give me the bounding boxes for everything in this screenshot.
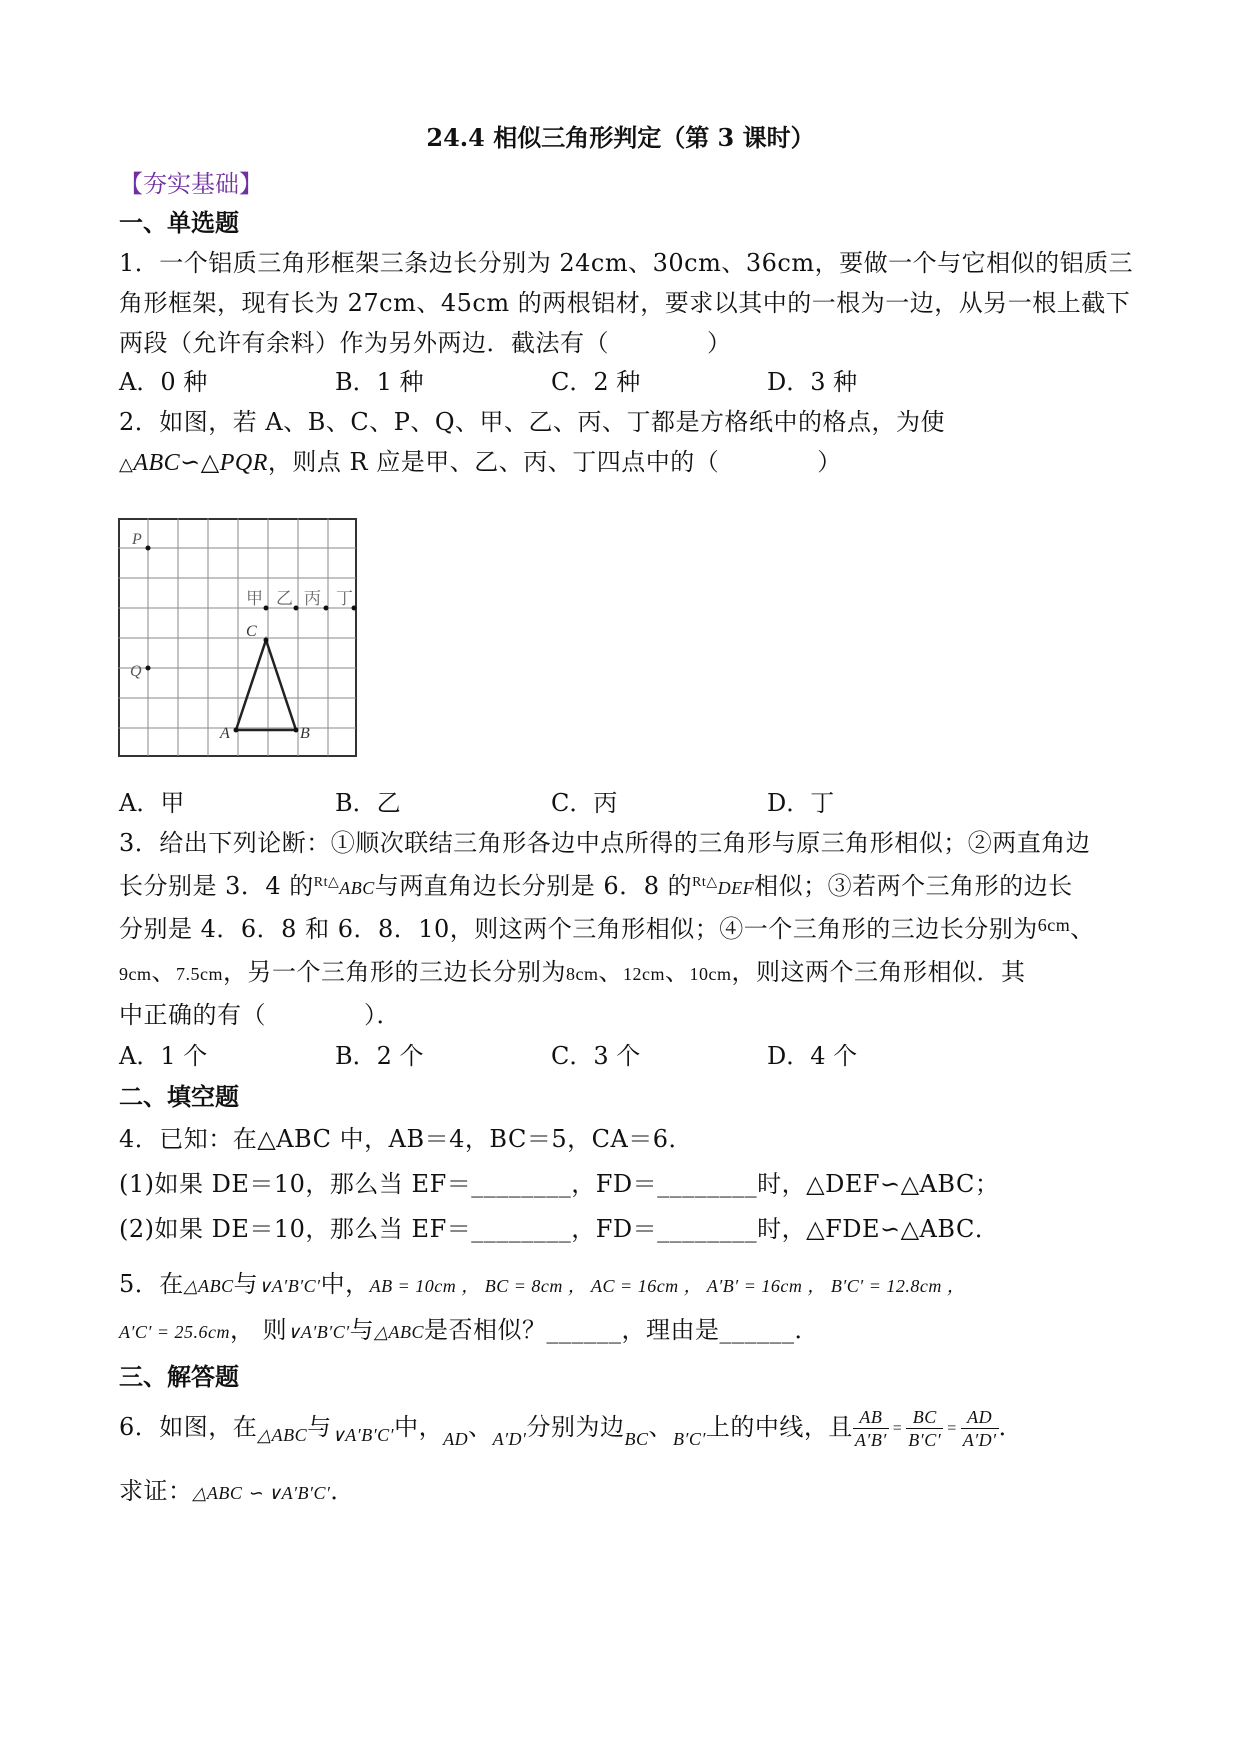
q6-line-1-part-b: 与 [307, 1413, 332, 1441]
q6-median-a-prime-d-prime: A′D′ [492, 1429, 527, 1449]
q6-line-1-part-d: 分别为边 [526, 1413, 625, 1441]
q3-value-7-5cm: 7.5cm [176, 964, 223, 984]
q6-line-1-part-c: 中， [394, 1413, 444, 1441]
section-heading-2: 二、填空题 [119, 1082, 239, 1111]
q3-option-d: D．4 个 [767, 1042, 858, 1070]
fraction-ad-numerator: AD [961, 1406, 999, 1429]
fraction-ad [961, 1406, 999, 1451]
fraction-bc [906, 1406, 943, 1451]
q5-side-lengths: AB = 10cm ， BC = 8cm ， AC = 16cm ， A′B′ = 16cm ， B′C′ = 12.8cm ， [369, 1276, 966, 1296]
q6-prove-label: 求证： [119, 1477, 193, 1505]
q1-option-a: A．0 种 [119, 368, 208, 396]
q5-line-2-part-c: 是否相似？______，理由是______． [423, 1316, 819, 1344]
q4-line-3: (2)如果 DE＝10，那么当 EF＝________，FD＝________时，△FDE∽△ABC． [119, 1215, 1000, 1243]
q5-line-1-part-b: 与 [233, 1270, 259, 1298]
label-b: B [300, 725, 310, 742]
q3-option-c: C．3 个 [551, 1042, 641, 1070]
q2-similarity: ABC∽△PQR [133, 450, 268, 476]
q6-side-bc: BC [624, 1429, 649, 1449]
grid-lines [118, 518, 356, 756]
q6-median-ad: AD [443, 1429, 469, 1449]
q3-line-3-part-a: 分别是 4．6．8 和 6．8．10，则这两个三角形相似；④一个三角形的三边长分别为 [119, 915, 1038, 943]
q1-option-d: D．3 种 [767, 368, 858, 396]
section-heading-1: 一、单选题 [119, 208, 239, 237]
point-c [264, 638, 269, 643]
label-bing: 丙 [304, 589, 321, 608]
q4-line-2: (1)如果 DE＝10，那么当 EF＝________，FD＝________时，△DEF∽△ABC； [119, 1170, 1000, 1198]
point-jia [264, 606, 269, 611]
q3-value-9cm: 9cm [119, 964, 152, 984]
q3-line-2-part-b: 与两直角边长分别是 6．8 的 [374, 872, 693, 900]
q1-option-b: B．1 种 [335, 368, 424, 396]
q6-line-1-part-a: 6．如图，在 [119, 1413, 258, 1441]
q3-separator: 、 [665, 958, 690, 986]
q6-line-1-part-e: 上的中线，且 [705, 1413, 853, 1441]
q6-line-2 [119, 1471, 355, 1506]
q5-line-2-part-b: 与 [349, 1316, 375, 1344]
q3-line-4 [119, 952, 1026, 987]
section-heading-3: 三、解答题 [119, 1362, 239, 1391]
q3-value-10cm: 10cm [689, 964, 732, 984]
page-title: 24.4 相似三角形判定（第 3 课时） [426, 123, 815, 152]
q5-line-2-part-a: ， 则 [230, 1316, 288, 1344]
q5-triangle-abc-2: △ABC [374, 1322, 424, 1342]
q3-value-6cm: 6cm [1037, 915, 1071, 935]
q5-line-2 [119, 1310, 819, 1345]
q6-line-2-period: ． [330, 1477, 355, 1505]
q3-rt-1: Rt△ [313, 875, 340, 890]
equals-sign: = [892, 1419, 903, 1437]
q3-def: DEF [717, 878, 755, 898]
label-jia: 甲 [246, 589, 263, 608]
q6-line-1 [119, 1402, 1023, 1464]
section-tag: 【夯实基础】 [119, 170, 263, 198]
point-p [146, 546, 151, 551]
triangle-abc [236, 640, 296, 730]
q5-triangle-abc-prime: ∨A′B′C′ [258, 1276, 321, 1296]
label-ding: 丁 [336, 589, 353, 608]
fraction-ab [853, 1406, 889, 1451]
q3-line-2 [119, 866, 1073, 901]
q3-line-4-part-b: ，则这两个三角形相似．其 [731, 958, 1026, 986]
q6-separator: 、 [468, 1413, 493, 1441]
q6-triangle-abc-prime: ∨A′B′C′ [331, 1425, 395, 1445]
q3-line-1: 3．给出下列论断：①顺次联结三角形各边中点所得的三角形与原三角形相似；②两直角边 [119, 829, 1091, 857]
label-a: A [220, 725, 230, 742]
q3-option-a: A．1 个 [119, 1042, 208, 1070]
fraction-bc-denominator: B′C′ [908, 1430, 942, 1450]
fraction-ab-denominator: A′B′ [854, 1430, 887, 1450]
q2-option-c: C．丙 [551, 789, 618, 817]
q1-line-3: 两段（允许有余料）作为另外两边．截法有（ ） [119, 329, 732, 357]
q3-line-2-part-c: 相似；③若两个三角形的边长 [754, 872, 1073, 900]
q3-value-8cm: 8cm [566, 964, 599, 984]
q3-abc: ABC [339, 878, 375, 898]
label-q: Q [130, 663, 142, 680]
q3-line-4-part-a: ，另一个三角形的三边长分别为 [223, 958, 566, 986]
q4-line-1: 4．已知：在△ABC 中，AB＝4，BC＝5，CA＝6． [119, 1125, 694, 1153]
q2-line-2-rest: ，则点 R 应是甲、乙、丙、丁四点中的（ ） [267, 448, 842, 476]
q6-prove-statement: △ABC ∽ ∨A′B′C′ [192, 1483, 331, 1503]
q6-side-b-prime-c-prime: B′C′ [673, 1429, 706, 1449]
q3-separator: 、 [151, 958, 176, 986]
q2-triangle-symbol: △ [119, 454, 134, 474]
grid-figure [118, 518, 358, 758]
fraction-ad-denominator: A′D′ [962, 1430, 997, 1450]
q3-line-3-part-b: 、 [1070, 915, 1095, 943]
q3-option-b: B．2 个 [335, 1042, 424, 1070]
label-yi: 乙 [276, 589, 293, 608]
equals-sign: = [947, 1419, 957, 1437]
q1-option-c: C．2 种 [551, 368, 641, 396]
point-a [234, 728, 239, 733]
q5-triangle-abc: △ABC [183, 1276, 234, 1296]
q2-option-b: B．乙 [335, 789, 401, 817]
q2-line-2 [119, 442, 842, 477]
q6-period: ． [998, 1413, 1024, 1441]
label-p: P [132, 531, 142, 548]
q2-line-1: 2．如图，若 A、B、C、P、Q、甲、乙、丙、丁都是方格纸中的格点，为使 [119, 408, 946, 436]
q3-line-2-part-a: 长分别是 3．4 的 [119, 872, 314, 900]
fraction-bc-numerator: BC [906, 1406, 943, 1429]
q3-line-3 [119, 909, 1095, 944]
q3-separator: 、 [598, 958, 623, 986]
q2-option-a: A．甲 [119, 789, 185, 817]
q5-line-1-part-c: 中， [320, 1270, 370, 1298]
q3-line-5: 中正确的有（ ）． [119, 1001, 401, 1029]
q5-line-1 [119, 1264, 965, 1299]
q3-rt-2: Rt△ [692, 875, 718, 890]
point-q [146, 666, 151, 671]
q5-line-1-part-a: 5．在 [119, 1270, 184, 1298]
q6-separator-2: 、 [648, 1413, 673, 1441]
q1-line-2: 角形框架，现有长为 27cm、45cm 的两根铝材，要求以其中的一根为一边，从另一根上截下 [119, 289, 1131, 317]
q6-triangle-abc: △ABC [257, 1425, 308, 1445]
q5-triangle-abc-prime-2: ∨A′B′C′ [287, 1322, 350, 1342]
q5-side-a-prime-c-prime: A′C′ = 25.6cm [119, 1322, 231, 1342]
point-yi [294, 606, 299, 611]
label-c: C [246, 623, 257, 640]
fraction-ab-numerator: AB [853, 1406, 889, 1429]
point-bing [324, 606, 329, 611]
q2-option-d: D．丁 [767, 789, 835, 817]
q1-line-1: 1．一个铝质三角形框架三条边长分别为 24cm、30cm、36cm，要做一个与它相似的铝质三 [119, 249, 1134, 277]
point-b [294, 728, 299, 733]
q3-value-12cm: 12cm [623, 964, 665, 984]
